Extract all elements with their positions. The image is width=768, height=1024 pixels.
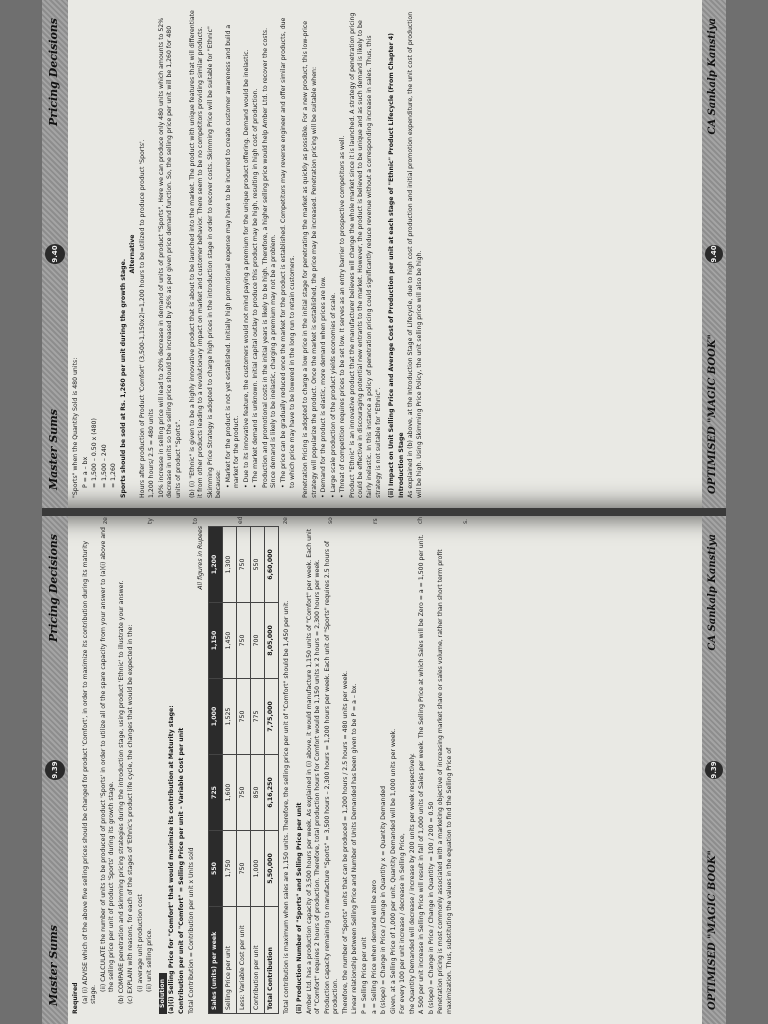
left-footer-book: OPTIMISED "MAGIC BOOK"	[707, 850, 718, 1010]
margin-letters	[102, 516, 507, 524]
body-text: For every 100 per unit increase / decrease in Selling Price,	[399, 833, 407, 1014]
body-text: a = Selling Price when demand will be zero	[370, 880, 378, 1014]
subheading-impact: (ii) Impact on Unit Selling Price and Average Cost of Production per unit at each stage of "Ethnic" Product Lifecycle (From Chapter 4)	[388, 33, 396, 498]
bullet-item: Production and promotional costs in the initial years is likely to be high. Therefore, a higher selling price would help Amber Ltd. to recover the costs. Since demand is likely to be inelastic, charging a premium may not be a problem.	[261, 27, 278, 488]
right-header	[42, 0, 68, 508]
bullet-item: • Large scale production of the product yields economies of scale.	[330, 10, 339, 498]
right-footer-badge: 9.40	[705, 245, 723, 263]
equation-line: P = a – bx	[81, 456, 89, 488]
body-text: (b) (i) "Ethnic" is given to be a highly innovative product that is about to be launched into the market. The product with unique features that will differentiate it from other products leading to a revolutionary impact on market and customer behavior. There seem to be no competitors providing similar products.	[188, 10, 205, 498]
right-footer-book: OPTIMISED "MAGIC BOOK"	[707, 334, 718, 494]
table-cell: Selling Price per unit	[222, 907, 236, 1014]
solution-line-3: Total Contribution = Contribution per unit x Units sold	[187, 847, 195, 1014]
solution-line-2: Contribution per unit of "Comfort" = Selling Price per unit – Variable Cost per unit	[178, 727, 186, 1014]
body-text: b (slope) = Change in Price / Change in Quantity = 100 / 200 = 0.50	[427, 801, 435, 1014]
body-text: A 500 per unit increase in Selling Price will result in fall of 1,000 units of Sales per week. The Selling Price at which Sales will be Zero = a = 1,500 per unit.	[418, 534, 426, 1014]
body-text: As explained in (b) above, at the Introduction Stage of Lifecycle, due to high cost of production and initial promotion expenditure, the unit cost of production will be high. Using Skimming Price Policy, the unit selling price will also be high.	[407, 11, 423, 498]
book-gutter	[42, 508, 726, 516]
table-total-row	[264, 527, 278, 1014]
margin-letter: ze	[102, 517, 109, 524]
sports-conclusion: Sports should be sold at Rs. 1,260 per unit during the growth stage.	[119, 258, 127, 498]
equation-line: = 1,500 – 0.50 x (480)	[91, 418, 99, 488]
bullet-item: • Due to its innovative feature, the customers would not mind paying a premium for the unique product offering. Demand would be inelastic.	[243, 10, 252, 498]
question-a-i: (a) (i) ADVISE which of the above five selling prices should be changed for product 'Comfort', in order to maximize its contribution during its maturity stage.	[81, 540, 98, 1004]
table-header-cell: 550	[208, 831, 222, 907]
table-cell: 1,525	[222, 679, 236, 755]
left-footer	[702, 516, 726, 1024]
table-cell: 8,05,000	[264, 603, 278, 679]
open-book	[42, 0, 726, 1024]
table-header-row	[208, 527, 222, 1014]
table-cell: 750	[236, 679, 250, 755]
body-text: Product "Ethnic" is an innovative product that the manufacturer believes will change the whole market since it is launched. A strategy of penetration pricing could be effective in discouraging potential new entrants to the market. However, the product is believed to be unique and as such demand is likely to be fairly inelastic. In this instance a policy of penetration pricing could significantly reduce revenue without a corresponding increase in sales. Thus, this strategy is not suitable for "Ethnic".	[348, 12, 382, 498]
question-c-ii: (ii) unit selling price.	[146, 928, 154, 992]
left-content	[72, 526, 698, 1014]
table-cell: Less: Variable Cost per unit	[236, 907, 250, 1014]
subheading-sports: (ii) Production Number of "Sports" and Selling Price per unit	[296, 802, 304, 1014]
body-text: Given, at a Selling Price of 1,000 per unit, Quantity Demanded will be 1,000 units per week.	[389, 728, 397, 1014]
table-cell: 6,60,000	[264, 527, 278, 603]
body-text: 10% increase in selling price will lead to 20% decrease in demand of units of product "Sports". Here we can produce only 480 units which amounts to 52% decrease in units so the selling price should be increased by 26% as per given price demand function. So, the selling price per unit will be 1,260 for 480 units of product "Sports".	[157, 17, 183, 498]
margin-letter: to	[192, 517, 199, 524]
bullet-item: • Market for the product is not yet established. Initially high promotional expense may have to be incurred to create customer awareness and build a market for the product.	[225, 10, 242, 498]
table-cell: 1,000	[250, 831, 264, 907]
question-a-ii: (ii) CALCULATE the number of units to be produced of product 'Sports' in order to utilize all of the spare capacity from your answer to (a)(i) above and the selling price per unit of product 'Sports' during its growth stage.	[99, 527, 116, 992]
table-cell: 1,300	[222, 527, 236, 603]
question-c: (c) EXPLAIN with reasons, for each of the stages of 'Ethnic's product life cycle, the changes that would be expected in the:	[127, 624, 135, 1004]
bullet-item: • The price can be gradually reduced once the market for the product is established. Competitors may reverse engineer and offer similar products, due to which price may have to be lowered in the long run to retain customers.	[280, 10, 297, 498]
body-text: Linear relationship between Selling Price and Number of Units Demanded has been given to be P = a – bx.	[351, 683, 359, 1014]
margin-letter: ty	[147, 518, 154, 524]
solution-label: Solution	[159, 973, 168, 1014]
table-cell: 6,16,250	[264, 755, 278, 831]
left-header-chapter: Pricing Decisions	[47, 534, 60, 642]
table-cell: 7,75,000	[264, 679, 278, 755]
table-row	[250, 527, 264, 1014]
table-header-cell: 1,000	[208, 679, 222, 755]
body-text: Penetration pricing is most commonly associated with a marketing objective of increasing market share or sales volume, rather than short term profit maximization. Thus, substituting the values in the equation to find the Selling Price of	[437, 549, 453, 1014]
left-header-title: Master Sums	[47, 925, 60, 1006]
right-header-chapter: Pricing Decisions	[47, 18, 60, 126]
table-header-cell: 1,200	[208, 527, 222, 603]
body-text: the Quantity Demanded will decrease / increase by 200 units per week respectively.	[408, 753, 416, 1014]
table-cell: 1,750	[222, 831, 236, 907]
total-contribution-text: Total contribution is maximum when sales are 1,150 units. Therefore, the selling price per unit of "Comfort" should be 1,450 per unit.	[282, 600, 290, 1014]
table-cell: 750	[236, 527, 250, 603]
table-header-cell: Sales (units) per week	[208, 907, 222, 1014]
right-header-badge: 9.40	[45, 244, 65, 264]
equation-line: = 1,500 – 240	[100, 444, 108, 488]
right-page	[42, 0, 726, 508]
right-footer-author: CA Sankalp Kanstiya	[707, 18, 718, 135]
bullet-item: • Demand for the product is elastic, more demand when prices are low.	[320, 10, 329, 498]
table-cell: 700	[250, 603, 264, 679]
table-header-cell: 725	[208, 755, 222, 831]
body-text: Therefore, the number of "Sports" units that can be produced = 1,200 hours / 2.5 hours = 480 units per week.	[341, 670, 349, 1014]
margin-letter: so	[327, 517, 334, 524]
table-note: All figures in Rupees	[197, 526, 205, 590]
alternative-heading: Alternative	[129, 234, 137, 274]
table-cell: 750	[236, 603, 250, 679]
left-footer-author: CA Sankalp Kanstiya	[707, 534, 718, 651]
contribution-table	[208, 526, 279, 1014]
margin-letter: s.	[462, 518, 469, 524]
bullet-item: • The market demand is unknown. Initial capital outlay to produce this product may be high, resulting in high cost of production.	[252, 10, 261, 498]
body-text: Production capacity remaining to manufacture "Sports" = 3,500 hours – 2,300 hours = 1,200 hours per week. Each unit of "Sports" requires 2.5 hours of production.	[323, 540, 340, 1014]
table-cell: Total Contribution	[264, 907, 278, 1014]
table-row	[236, 527, 250, 1014]
table-cell: 550	[250, 527, 264, 603]
required-heading: Required	[72, 982, 79, 1014]
table-cell: 1,450	[222, 603, 236, 679]
body-text: b (slope) = Change in Price / Change in Quantity x = Quantity Demanded	[380, 785, 388, 1014]
table-header-cell: 1,150	[208, 603, 222, 679]
table-cell: Contribution per unit	[250, 907, 264, 1014]
question-c-i: (i) average unit production cost	[136, 894, 144, 992]
table-row	[222, 527, 236, 1014]
body-text: P = Selling Price per unit	[361, 937, 369, 1014]
body-text: 1,200 hours/ 2.5 = 480 units	[148, 408, 156, 498]
right-content	[72, 10, 698, 498]
margin-letter: ze	[282, 517, 289, 524]
body-text: Amber Ltd. has a production capacity of 3,500 hours per week. As explained in (i) above, it would manufacture 1,150 units of "Comfort" per week. Each unit of "Comfort" requires 2 hours of production. Therefore, total production hours for Comfort would be 1,150 units x 2 hours = 2,300 hours per week.	[305, 528, 322, 1014]
solution-line-1: (a)(i) Selling Price for "Comfort" that would maximize its contribution at Maturity stage:	[168, 705, 176, 1014]
left-header	[42, 516, 68, 1024]
table-cell: 775	[250, 679, 264, 755]
margin-letter: rs	[372, 518, 379, 524]
right-header-title: Master Sums	[47, 409, 60, 490]
bullet-item: • Threat of competition requires prices to be set low. It serves as an entry barrier to prospective competitors as well.	[339, 10, 348, 498]
body-text: Hours after production of Product 'Comfort' (3,500-1,150x2)=1,200 hours to be utilized to produce product 'Sports'.	[138, 139, 146, 498]
table-cell: 750	[236, 755, 250, 831]
equation-line: = 1,260	[110, 463, 118, 488]
margin-letter: ed	[237, 516, 244, 524]
body-text: Skimming Price Strategy is adopted to charge high prices in the introduction stage in order to recover costs. Skimming Price will be suitable for "Ethnic" because:	[206, 26, 223, 498]
table-cell: 1,600	[222, 755, 236, 831]
question-b: (b) COMPARE penetration and skimming pricing strategies during the introduction stage, using product 'Ethnic' to illustrate your answer.	[117, 580, 125, 1004]
introduction-stage-heading: Introduction Stage	[397, 432, 405, 498]
right-footer	[702, 0, 726, 508]
left-footer-badge: 9.39	[705, 761, 723, 779]
body-text: Penetration Pricing is adopted to charge a low price in the initial stage for penetrating the market as quickly as possible. For a new product, this low-price strategy will popularize the product. Once the market is established, the price may be increased. Penetration pricing will be suitable when:	[302, 20, 318, 498]
table-cell: 5,50,000	[264, 831, 278, 907]
table-cell: 750	[236, 831, 250, 907]
left-header-badge: 9.39	[45, 760, 65, 780]
margin-letter: ch	[417, 516, 424, 524]
left-page	[42, 516, 726, 1024]
table-cell: 850	[250, 755, 264, 831]
body-text: "Sports" when the Quantity Sold is 480 units:	[72, 357, 79, 498]
